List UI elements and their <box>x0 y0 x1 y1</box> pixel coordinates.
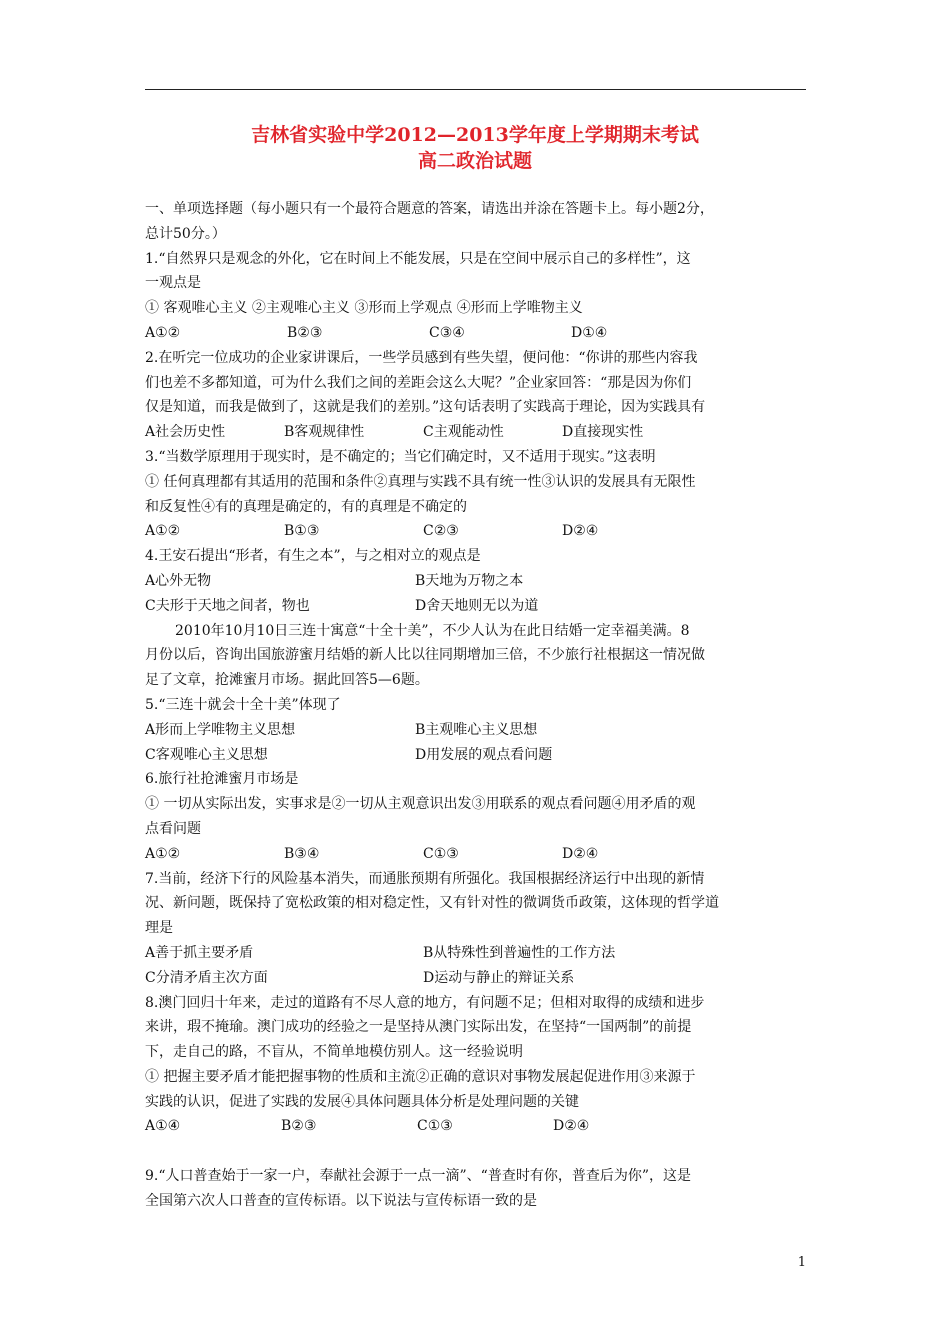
answer-option: D运动与静止的辩证关系 <box>423 969 575 986</box>
text-line: 况、新问题，既保持了宽松政策的相对稳定性，又有针对性的微调货币政策，这体现的哲学道 <box>145 895 719 912</box>
text-line: 和反复性④有的真理是确定的，有的真理是不确定的 <box>145 498 467 515</box>
answer-option: A社会历史性 <box>145 424 226 441</box>
answer-option: A善于抓主要矛盾 <box>145 944 254 961</box>
text-line: 们也差不多都知道，可为什么我们之间的差距会这么大呢？”企业家回答：“那是因为你们 <box>145 374 692 391</box>
answer-option: B①③ <box>284 523 320 540</box>
text-line: 2010年10月10日三连十寓意“十全十美”，不少人认为在此日结婚一定幸福美满。8 <box>175 622 690 639</box>
answer-option: B主观唯心主义思想 <box>415 721 538 738</box>
answer-option: D用发展的观点看问题 <box>415 746 553 763</box>
question-body <box>145 197 806 1214</box>
answer-options <box>145 519 806 544</box>
text-line: 一、单项选择题（每小题只有一个最符合题意的答案，请选出并涂在答题卡上。每小题2分， <box>145 201 714 217</box>
answer-option: B从特殊性到普遍性的工作方法 <box>423 944 616 961</box>
text-line: ① 任何真理都有其适用的范围和条件②真理与实践不具有统一性③认识的发展具有无限性 <box>145 473 696 490</box>
text-line: 一观点是 <box>145 275 201 292</box>
exam-title: 吉林省实验中学2012—2013学年度上学期期末考试 <box>251 124 699 146</box>
answer-options <box>145 941 806 966</box>
answer-option: A①② <box>145 845 181 862</box>
answer-option: A心外无物 <box>145 572 212 589</box>
answer-options <box>145 718 806 743</box>
answer-option: C①③ <box>423 845 459 862</box>
answer-options <box>145 321 806 346</box>
text-line: 4.王安石提出“形者，有生之本”，与之相对立的观点是 <box>145 548 481 565</box>
page-number: 1 <box>797 1255 806 1270</box>
answer-options <box>145 966 806 991</box>
answer-option: B客观规律性 <box>284 424 365 441</box>
answer-option: A形而上学唯物主义思想 <box>145 721 296 738</box>
answer-options <box>145 842 806 867</box>
text-line: 5.“三连十就会十全十美”体现了 <box>145 696 341 713</box>
answer-option: C主观能动性 <box>423 424 504 441</box>
answer-option: D②④ <box>562 845 599 862</box>
answer-option: B②③ <box>281 1118 317 1135</box>
text-line: 6.旅行社抢滩蜜月市场是 <box>145 771 299 788</box>
answer-option: A①④ <box>145 1118 181 1135</box>
text-line: ① 客观唯心主义 ②主观唯心主义 ③形而上学观点 ④形而上学唯物主义 <box>145 300 583 317</box>
answer-options <box>145 743 806 768</box>
answer-option: B天地为万物之本 <box>415 572 524 589</box>
answer-option: A①② <box>145 523 181 540</box>
text-line: 点看问题 <box>145 820 201 837</box>
text-line: 1.“自然界只是观念的外化，它在时间上不能发展，只是在空间中展示自己的多样性”，这 <box>145 250 691 267</box>
answer-option: C客观唯心主义思想 <box>145 746 268 763</box>
answer-option: D②④ <box>553 1118 590 1135</box>
text-line: 7.当前，经济下行的风险基本消失，而通胀预期有所强化。我国根据经济运行中出现的新情 <box>145 870 705 887</box>
text-line: 总计50分。） <box>145 225 226 242</box>
text-line: 2.在听完一位成功的企业家讲课后，一些学员感到有些失望，便问他：“你讲的那些内容我 <box>145 349 698 366</box>
answer-option: B③④ <box>284 845 320 862</box>
blank-line <box>145 1139 806 1164</box>
text-line: 月份以后，咨询出国旅游蜜月结婚的新人比以往同期增加三倍，不少旅行社根据这一情况做 <box>145 647 705 664</box>
answer-option: C①③ <box>417 1118 453 1135</box>
header-rule <box>145 89 806 90</box>
text-line: 理是 <box>145 920 173 937</box>
text-line: 足了文章，抢滩蜜月市场。据此回答5—6题。 <box>145 672 429 689</box>
answer-option: C③④ <box>429 324 465 341</box>
text-line: ① 一切从实际出发，实事求是②一切从主观意识出发③用联系的观点看问题④用矛盾的观 <box>145 796 696 813</box>
text-line: 全国第六次人口普查的宣传标语。以下说法与宣传标语一致的是 <box>145 1192 537 1209</box>
text-line: 实践的认识，促进了实践的发展④具体问题具体分析是处理问题的关键 <box>145 1093 579 1110</box>
answer-option: D直接现实性 <box>562 424 644 441</box>
answer-option: D①④ <box>571 324 608 341</box>
text-line: 3.“当数学原理用于现实时，是不确定的；当它们确定时，又不适用于现实。”这表明 <box>145 448 656 465</box>
answer-options <box>145 1114 806 1139</box>
text-line: 仅是知道，而我是做到了，这就是我们的差别。”这句话表明了实践高于理论，因为实践具有 <box>145 399 706 416</box>
answer-option: B②③ <box>287 324 323 341</box>
answer-option: D舍天地则无以为道 <box>415 597 539 614</box>
answer-option: C②③ <box>423 523 459 540</box>
exam-subtitle: 高二政治试题 <box>417 150 532 172</box>
text-line: 下，走自己的路，不盲从，不简单地模仿别人。这一经验说明 <box>145 1044 523 1061</box>
answer-option: A①② <box>145 324 181 341</box>
answer-options <box>145 594 806 619</box>
answer-option: C分清矛盾主次方面 <box>145 969 268 986</box>
answer-option: D②④ <box>562 523 599 540</box>
answer-option: C夫形于天地之间者，物也 <box>145 597 310 614</box>
text-line: ① 把握主要矛盾才能把握事物的性质和主流②正确的意识对事物发展起促进作用③来源于 <box>145 1068 696 1085</box>
text-line: 8.澳门回归十年来，走过的道路有不尽人意的地方，有问题不足；但相对取得的成绩和进步 <box>145 994 705 1011</box>
answer-options <box>145 569 806 594</box>
text-line: 来讲，瑕不掩瑜。澳门成功的经验之一是坚持从澳门实际出发，在坚持“一国两制”的前提 <box>145 1019 692 1036</box>
answer-options <box>145 420 806 445</box>
text-line: 9.“人口普查始于一家一户，奉献社会源于一点一滴”、“普查时有你，普查后为你”，这是 <box>145 1168 691 1185</box>
